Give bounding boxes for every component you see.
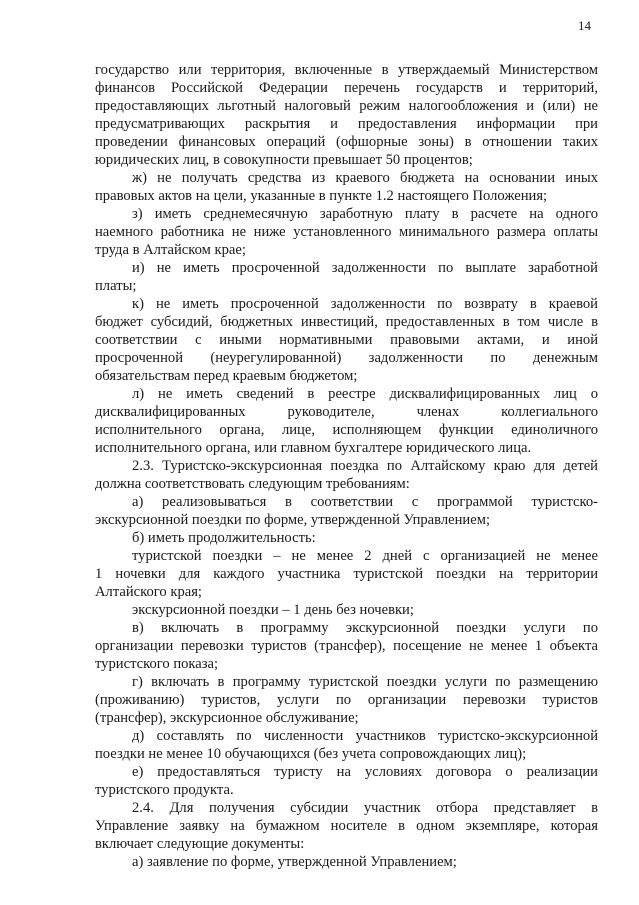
text-line: правовых актов на цели, указанные в пункте 1.2 настоящего Положения; (95, 188, 548, 204)
text-line: просроченной (неурегулированной) задолженности по денежным (95, 350, 598, 366)
text-line: исполнительного органа, лице, исполняющем функции единоличного (95, 422, 598, 438)
document-body (95, 61, 598, 871)
text-line: и) не иметь просроченной задолженности по выплате заработной (132, 260, 598, 276)
text-line: туристского показа; (95, 656, 219, 672)
text-line: (проживанию) туристов, услуги по организации перевозки туристов (95, 692, 598, 708)
text-line: дисквалифицированных руководителе, членах коллегиального (95, 404, 598, 420)
text-line: поездки не менее 10 обучающихся (без учета сопровождающих лиц); (95, 746, 527, 762)
text-line: д) составлять по численности участников туристско-экскурсионной (132, 728, 598, 744)
text-line: платы; (95, 278, 137, 294)
text-line: в) включать в программу экскурсионной поездки услуги по (132, 620, 598, 636)
text-line: 2.4. Для получения субсидии участник отбора представляет в (132, 800, 598, 816)
text-line: Алтайского края; (95, 584, 202, 600)
text-line: юридических лиц, в совокупности превышает 50 процентов; (95, 152, 473, 168)
text-line: предоставляющих льготный налоговый режим налогообложения и (или) не (95, 98, 598, 114)
text-line: (трансфер), экскурсионное обслуживание; (95, 710, 359, 726)
text-line: обязательствам перед краевым бюджетом; (95, 368, 358, 384)
text-line: г) включать в программу туристской поездки услуги по размещению (132, 674, 598, 690)
text-line: соответствии с иными нормативными правовыми актами, и иной (95, 332, 598, 348)
text-line: л) не иметь сведений в реестре дисквалифицированных лиц о (132, 386, 598, 402)
text-line: 2.3. Туристско-экскурсионная поездка по Алтайскому краю для детей (132, 458, 598, 474)
page-number: 14 (578, 18, 591, 33)
text-line: ж) не получать средства из краевого бюджета на основании иных (132, 170, 598, 186)
text-line: туристского продукта. (95, 782, 234, 798)
text-line: финансов Российской Федерации перечень государств и территорий, (95, 80, 598, 96)
text-line: з) иметь среднемесячную заработную плату в расчете на одного (132, 206, 598, 222)
text-line: труда в Алтайском крае; (95, 242, 246, 258)
text-line: е) предоставляться туристу на условиях договора о реализации (132, 764, 598, 780)
text-line: а) заявление по форме, утвержденной Управлением; (132, 854, 457, 870)
text-line: Управление заявку на бумажном носителе в одном экземпляре, которая (95, 818, 598, 834)
text-line: а) реализовываться в соответствии с программой туристско- (132, 494, 598, 510)
text-line: наемного работника не ниже установленного минимального размера оплаты (95, 224, 598, 240)
text-line: туристской поездки – не менее 2 дней с организацией не менее (132, 548, 598, 564)
text-line: бюджет субсидий, бюджетных инвестиций, предоставленных в том числе в (95, 314, 598, 330)
text-line: экскурсионной поездки по форме, утвержденной Управлением; (95, 512, 491, 528)
text-line: проведении финансовых операций (офшорные зоны) в отношении таких (95, 134, 598, 150)
text-line: 1 ночевки для каждого участника туристской поездки на территории (95, 566, 598, 582)
text-line: к) не иметь просроченной задолженности по возврату в краевой (132, 296, 598, 312)
text-line: предусматривающих раскрытия и предоставления информации при (95, 116, 598, 132)
text-line: государство или территория, включенные в утверждаемый Министерством (95, 62, 598, 78)
text-line: б) иметь продолжительность: (132, 530, 316, 546)
text-line: должна соответствовать следующим требованиям: (95, 476, 410, 492)
text-line: включает следующие документы: (95, 836, 305, 852)
text-line: организации перевозки туристов (трансфер), посещение не менее 1 объекта (95, 638, 598, 654)
text-line: исполнительного органа, или главном бухгалтере юридического лица. (95, 440, 532, 456)
text-line: экскурсионной поездки – 1 день без ночевки; (132, 602, 414, 618)
